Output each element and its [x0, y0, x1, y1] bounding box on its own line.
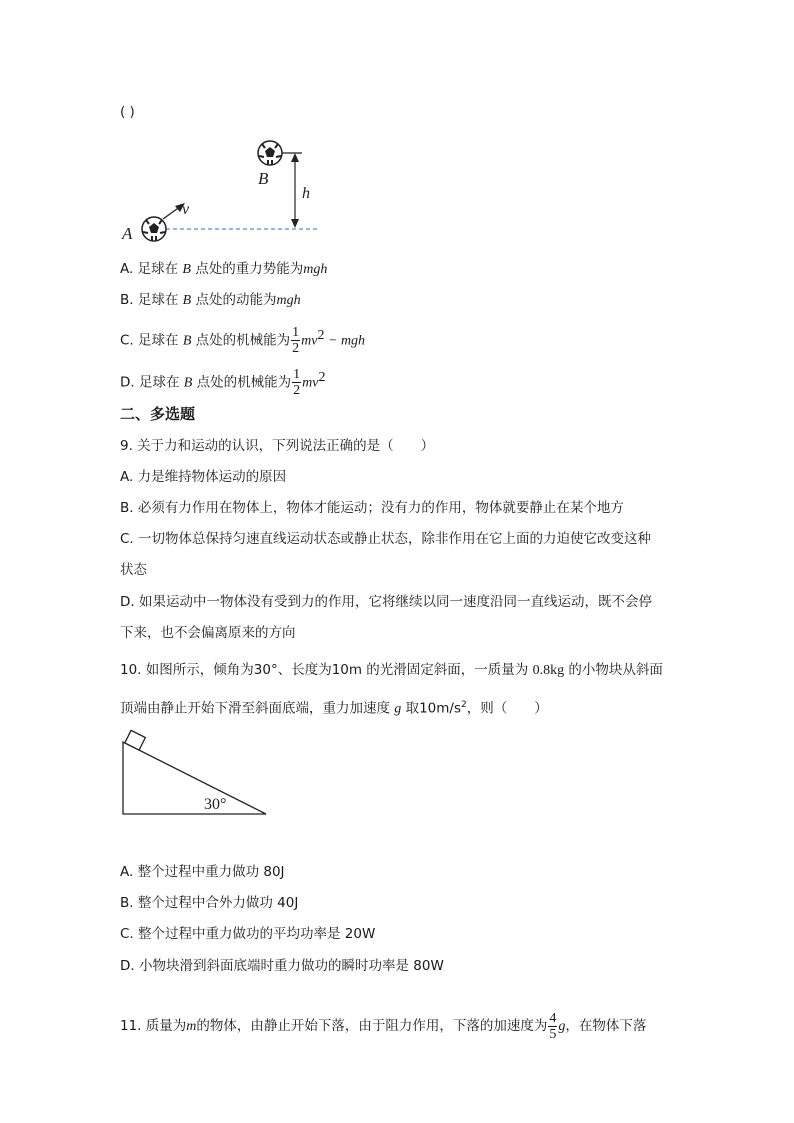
incline-angle-label: 30°	[204, 796, 227, 813]
figure-incline	[118, 726, 278, 822]
q8-option-d: D. 足球在 B 点处的机械能为 $\frac{1}{2}$ $mv^2$	[120, 367, 326, 398]
q11-stem: 11. 质量为m的物体，由静止开始下落，由于阻力作用，下落的加速度为 $\frac{4}{5}$ g，在物体下落	[120, 1010, 647, 1042]
q10-option-d: D. 小物块滑到斜面底端时重力做功的瞬时功率是 80W	[120, 958, 444, 974]
q9-option-b: B. 必须有力作用在物体上，物体才能运动；没有力的作用，物体就要静止在某个地方	[120, 500, 624, 516]
q9-option-d-line1: D. 如果运动中一物体没有受到力的作用，它将继续以同一速度沿同一直线运动，既不会停	[120, 594, 652, 610]
q8-option-c: C. 足球在 B 点处的机械能为 $\frac{1}{2}$ $mv^2$ − mgh	[120, 325, 366, 356]
h-arrow-down	[291, 219, 299, 228]
q10-option-c: C. 整个过程中重力做功的平均功率是 20W	[120, 926, 376, 942]
q10-option-b: B. 整个过程中合外力做功 40J	[120, 895, 299, 911]
section-title: 二、多选题	[120, 405, 196, 423]
fraction-half: $\frac{1}{2}$	[293, 367, 301, 398]
fig1-label-h: h	[302, 185, 310, 202]
q9-option-c-line1: C. 一切物体总保持匀速直线运动状态或静止状态，除非作用在它上面的力迫使它改变这种	[120, 531, 652, 547]
fig1-label-a: A	[122, 224, 133, 243]
q10-stem-line1: 10. 如图所示，倾角为30°、长度为10m 的光滑固定斜面，一质量为 0.8kg 的小物块从斜面	[120, 662, 663, 678]
top-paren: ( )	[120, 104, 135, 120]
q9-option-d-line2: 下来，也不会偏离原来的方向	[120, 625, 296, 641]
football-a-icon	[142, 217, 166, 241]
figure-football	[118, 136, 328, 246]
fraction-four-fifths: $\frac{4}{5}$	[549, 1010, 557, 1042]
q9-stem: 9. 关于力和运动的认识，下列说法正确的是（ ）	[120, 438, 435, 454]
q10-stem-line2: 顶端由静止开始下滑至斜面底端，重力加速度 g 取$10m/s^2$，则（ ）	[120, 700, 548, 717]
football-b-icon	[258, 141, 282, 165]
incline-triangle	[123, 742, 266, 814]
q9-option-a: A. 力是维持物体运动的原因	[120, 469, 287, 485]
fig1-label-b: B	[258, 169, 269, 188]
block	[125, 730, 146, 750]
q9-option-c-line2: 状态	[120, 562, 147, 578]
q8-option-b: B. 足球在 B 点处的动能为mgh	[120, 292, 301, 308]
h-arrow-up	[291, 153, 299, 162]
fraction-half: $\frac{1}{2}$	[292, 325, 300, 356]
fig1-label-v: v	[182, 201, 190, 218]
q10-option-a: A. 整个过程中重力做功 80J	[120, 864, 285, 880]
q8-option-a: A. 足球在 B 点处的重力势能为mgh	[120, 261, 328, 277]
